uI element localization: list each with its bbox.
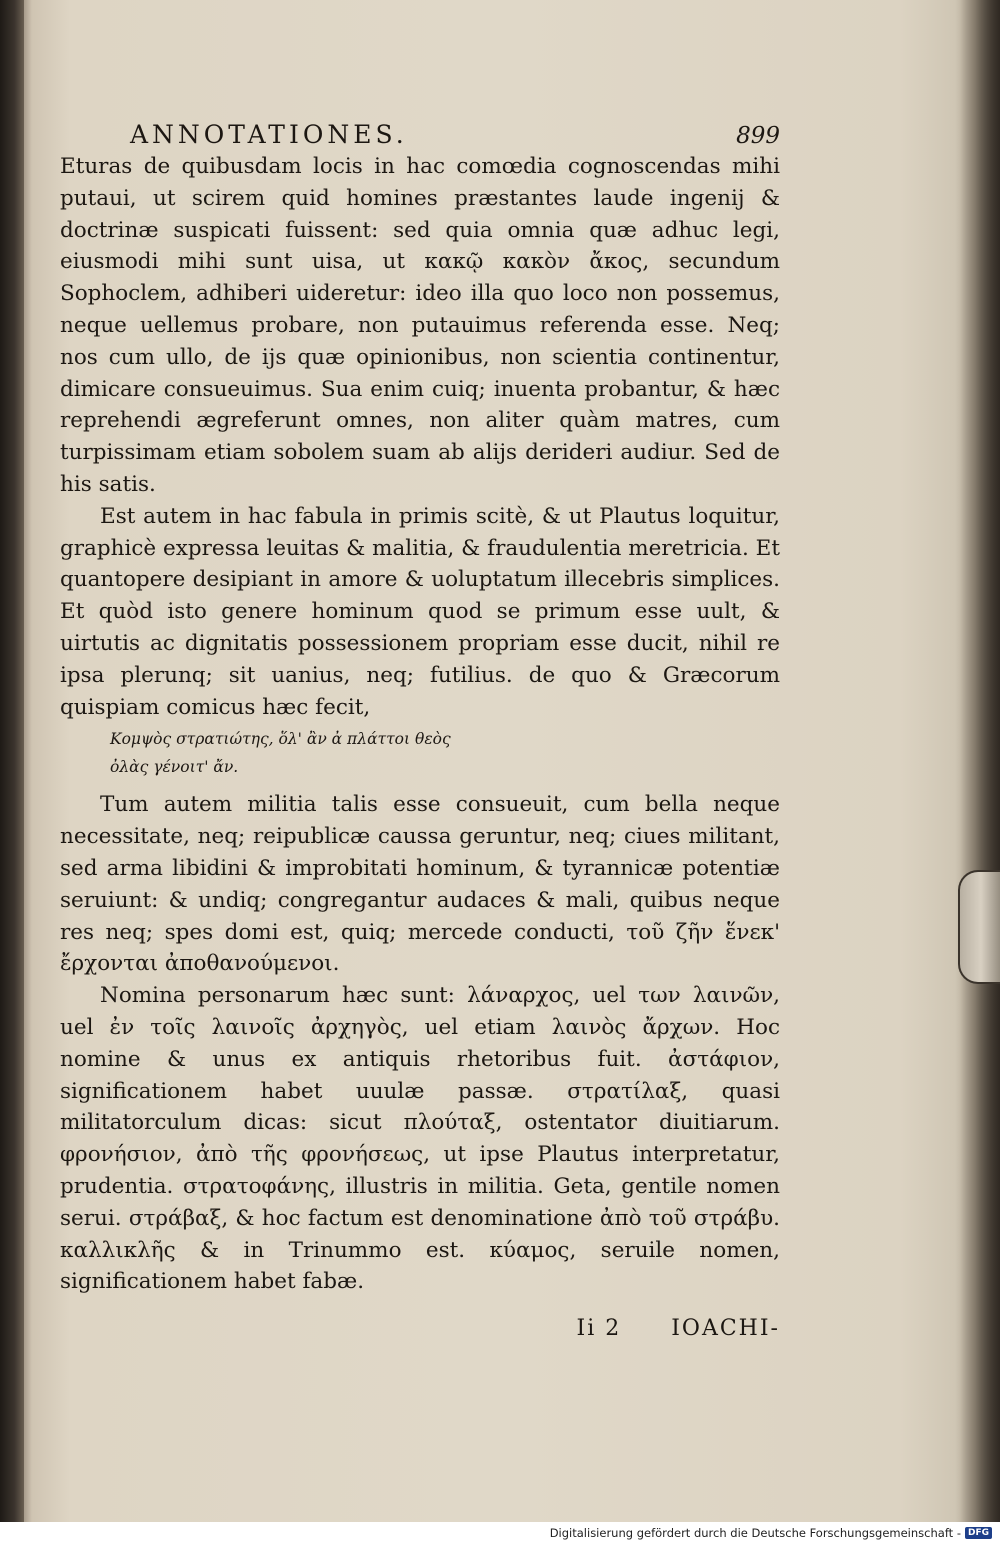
dfg-logo: DFG: [965, 1527, 992, 1539]
paragraph-2: Est autem in hac fabula in primis scitè, & ut Plautus loquitur, graphicè expressa leuitas & malitia, & fraudulentia meretricia. Et quantopere desipiant in amore & uoluptatum illecebris simplices. Et quòd isto genere hominum quod se primum esse uult, & uirtutis ac dignitatis possessionem propriam esse ducit, nihil re ipsa plerunq; sit uanius, neq; futilius. de quo & Græcorum quispiam comicus hæc fecit,: [60, 503, 780, 720]
running-head-title: ANNOTATIONES.: [130, 120, 408, 149]
greek-verse: Κομψὸς στρατιώτης, ὅλ' ἂν ἀ πλάττοι θεὸς ὀλὰς γένοιτ' ἄν.: [110, 730, 451, 777]
page-footer: [60, 1316, 780, 1341]
running-head: [130, 120, 780, 149]
credit-text: Digitalisierung gefördert durch die Deutsche Forschungsgemeinschaft -: [549, 1525, 961, 1540]
page-edge-shadow: [960, 0, 1000, 1522]
paragraph-4: Nomina personarum hæc sunt: λάναρχος, uel των λαινῶν, uel ἐν τοῖς λαινοῖς ἀρχηγὸς, uel etiam λαινὸς ἄρχων. Hoc nomine & unus ex antiquis rhetoribus fuit. ἀστάφιον, significationem habet uuulæ passæ. στρατίλαξ, quasi militatorculum dicas: sicut πλούταξ, ostentator diuitiarum. φρονήσιον, ἀπὸ τῆς φρονήσεως, ut ipse Plautus interpretatur, prudentia. στρατοφάνης, illustris in militia. Geta, gentile nomen serui. στράβαξ, & hoc factum est denominatione ἀπὸ τοῦ στράβυ. καλλικλῆς & in Trinummo est. κύαμος, seruile nomen, significationem habet fabæ.: [60, 983, 780, 1295]
page-text-block: [60, 120, 780, 1341]
digitization-credit-bar: [0, 1522, 1000, 1543]
page-number: 899: [736, 123, 780, 149]
catchword: IOACHI-: [671, 1316, 780, 1342]
page-clip: [958, 870, 1000, 984]
book-spine-shadow: [0, 0, 24, 1522]
paragraph-1: Eturas de quibusdam locis in hac comœdia cognoscendas mihi putaui, ut scirem quid homines præstantes laude ingenij & doctrinæ suspicati fuissent: sed quia omnia quæ adhuc legi, eiusmodi mihi sunt uisa, ut κακῷ κακὸν ἄκος, secundum Sophoclem, adhiberi uideretur: ideo illa quo loco non possemus, neque uellemus probare, non putauimus referenda esse. Neq; nos cum ullo, de ijs quæ opinionibus, non scientia continentur, dimicare consueuimus. Sua enim cuiq; inuenta probantur, & hæc reprehendi ægreferunt omnes, non aliter quàm matres, cum turpissimam etiam sobolem suam ab alijs derideri audiur. Sed de his satis.: [60, 154, 780, 497]
signature-mark: Ii 2: [576, 1316, 622, 1342]
paragraph-3: Tum autem militia talis esse consueuit, cum bella neque necessitate, neq; reipublicæ caussa geruntur, neq; ciues militant, sed arma libidini & improbitati hominum, & tyrannicæ potentiæ seruiunt: & undiq; congregantur audaces & mali, quibus neque res neq; spes domi est, quiq; mercede conducti, τοῦ ζῆν ἕνεκ' ἔρχονται ἀποθανούμενοι.: [60, 792, 780, 977]
